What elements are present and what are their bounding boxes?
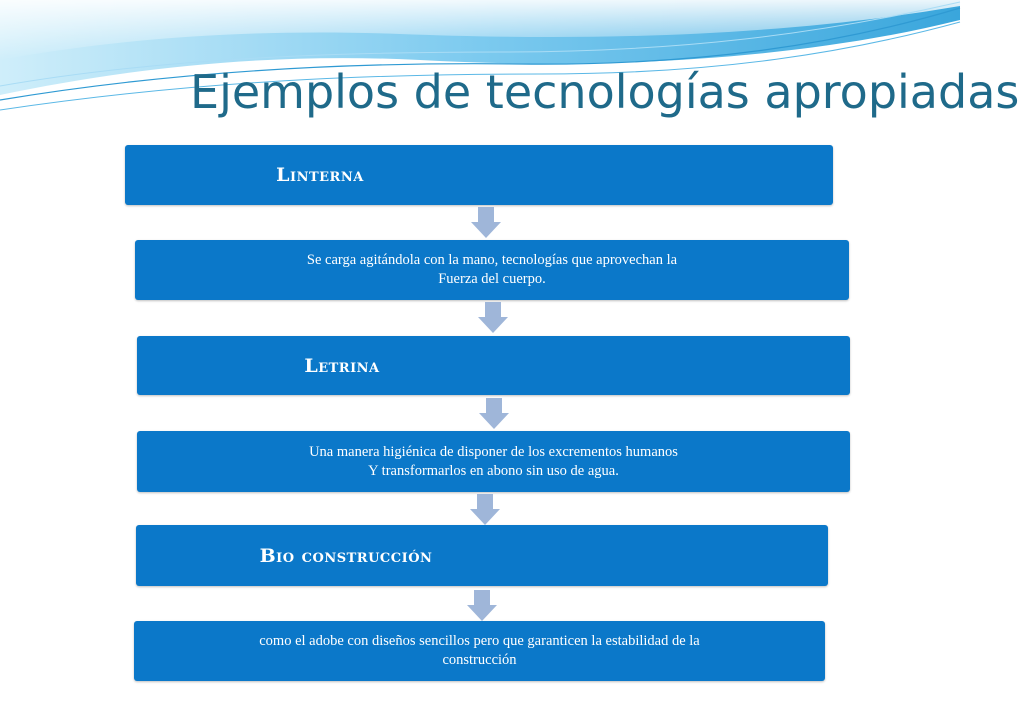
description-line: Se carga agitándola con la mano, tecnologías que aprovechan la <box>306 252 678 268</box>
step-heading: Linterna <box>276 164 364 186</box>
step-box-linterna <box>125 145 833 205</box>
step-heading: Bio construcción <box>259 544 433 567</box>
description-line: construcción <box>442 652 517 668</box>
description-line: Una manera higiénica de disponer de los excrementos humanos <box>309 443 678 460</box>
description-line: como el adobe con diseños sencillos pero que garanticen la estabilidad de la <box>259 633 700 649</box>
down-arrow-icon <box>469 492 501 528</box>
description-line: Y transformarlos en abono sin uso de agua. <box>368 462 619 479</box>
slide-title: Ejemplos de tecnologías apropiadas <box>190 65 1019 119</box>
step-box-letrina-description <box>137 431 850 492</box>
down-arrow-icon <box>477 300 509 336</box>
step-box-bio-construccion <box>136 525 828 586</box>
step-box-bio-construccion-description <box>134 621 825 681</box>
down-arrow-icon <box>470 205 502 241</box>
down-arrow-icon <box>478 396 510 432</box>
step-box-linterna-description <box>135 240 849 300</box>
down-arrow-icon <box>466 588 498 624</box>
step-description <box>239 632 720 670</box>
step-box-letrina <box>137 336 850 395</box>
description-line: Fuerza del cuerpo. <box>438 271 546 287</box>
step-heading: Letrina <box>304 354 380 377</box>
step-description <box>269 443 718 481</box>
step-description <box>267 251 717 289</box>
